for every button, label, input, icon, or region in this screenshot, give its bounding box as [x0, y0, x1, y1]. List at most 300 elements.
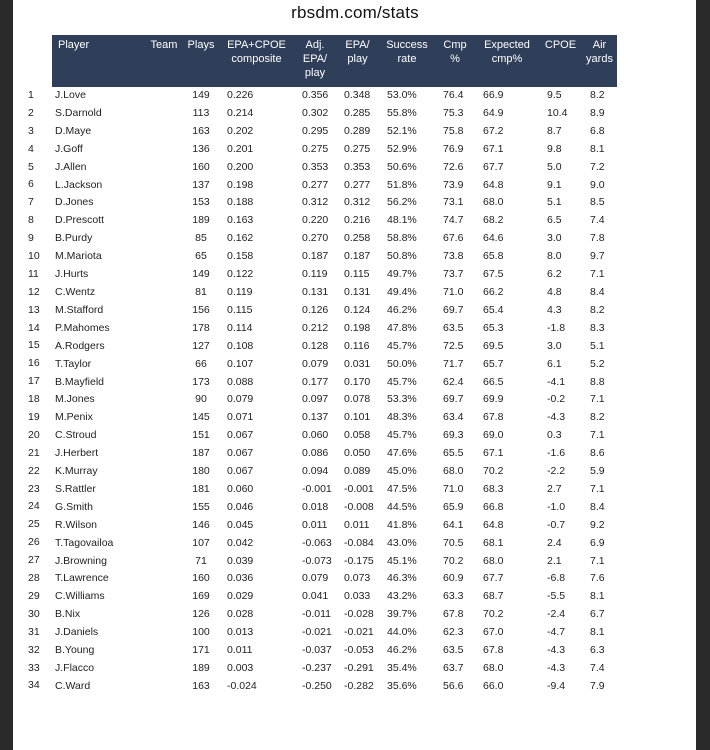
plays-cell: 163 [192, 124, 210, 137]
table-row[interactable] [52, 391, 617, 409]
cpoe-cell: -5.5 [547, 590, 566, 603]
success-rate-cell: 47.5% [387, 482, 417, 495]
team-cell [145, 266, 183, 284]
rank-number: 7 [28, 196, 34, 209]
rank-number: 9 [28, 232, 34, 245]
epa-play-cell: 0.348 [344, 89, 371, 101]
player-cell: J.Browning [55, 554, 107, 567]
team-cell [145, 141, 183, 159]
col-header-expected-cmp[interactable]: Expected cmp% [475, 35, 539, 87]
team-cell [145, 87, 183, 105]
cpoe-cell: -4.7 [547, 626, 566, 639]
epa-cpoe-cell: 0.036 [227, 572, 254, 585]
table-row[interactable] [52, 570, 617, 588]
table-header-row [52, 35, 617, 87]
plays-cell: 169 [192, 590, 210, 603]
team-cell [145, 123, 183, 141]
col-header-cpoe[interactable]: CPOE [539, 35, 582, 87]
cpoe-cell: -6.8 [547, 572, 566, 585]
epa-cpoe-cell: 0.122 [227, 268, 254, 281]
rank-number: 22 [28, 464, 40, 477]
player-cell: J.Flacco [55, 662, 95, 674]
rank-number: 29 [28, 589, 40, 602]
rank-number: 1 [28, 89, 34, 101]
expected-cmp-cell: 66.5 [483, 375, 504, 388]
table-row[interactable] [52, 445, 617, 463]
air-yards-cell: 7.9 [590, 679, 605, 692]
plays-cell: 160 [192, 160, 210, 173]
table-row[interactable] [52, 159, 617, 177]
cpoe-cell: 8.0 [547, 250, 562, 263]
air-yards-cell: 8.4 [590, 500, 605, 513]
plays-cell: 149 [192, 89, 210, 101]
adj-epa-cell: -0.250 [302, 679, 332, 692]
rank-number: 8 [28, 214, 34, 227]
plays-cell: 160 [192, 572, 210, 585]
col-header-air-yards[interactable]: Air yards [582, 35, 617, 87]
team-cell [145, 374, 183, 392]
plays-cell: 149 [192, 268, 210, 281]
table-row[interactable] [52, 427, 617, 445]
epa-cpoe-cell: 0.046 [227, 500, 254, 513]
plays-cell: 90 [195, 393, 207, 406]
air-yards-cell: 5.1 [590, 339, 605, 352]
expected-cmp-cell: 65.4 [483, 303, 504, 316]
adj-epa-cell: 0.041 [302, 590, 329, 603]
adj-epa-cell: 0.060 [302, 429, 329, 442]
adj-epa-cell: 0.295 [302, 124, 329, 137]
expected-cmp-cell: 64.6 [483, 232, 504, 245]
player-cell: J.Herbert [55, 447, 99, 460]
epa-play-cell: 0.258 [344, 232, 371, 245]
success-rate-cell: 35.6% [387, 679, 417, 692]
adj-epa-cell: 0.187 [302, 250, 329, 263]
player-cell: M.Jones [55, 393, 95, 406]
cpoe-cell: 2.7 [547, 482, 562, 495]
col-header-team[interactable]: Team [145, 35, 183, 87]
adj-epa-cell: 0.353 [302, 160, 329, 173]
table-row[interactable] [52, 678, 617, 696]
epa-cpoe-cell: 0.115 [227, 303, 253, 316]
adj-epa-cell: 0.094 [302, 465, 329, 478]
cpoe-cell: -4.3 [547, 662, 566, 674]
cmp-cell: 62.4 [443, 375, 464, 388]
plays-cell: 136 [192, 142, 210, 155]
plays-cell: 85 [195, 232, 207, 245]
cpoe-cell: -1.8 [547, 321, 566, 334]
epa-play-cell: 0.078 [344, 393, 371, 406]
table-row[interactable] [52, 123, 617, 141]
air-yards-cell: 6.7 [590, 608, 605, 621]
adj-epa-cell: -0.237 [302, 662, 332, 674]
success-rate-cell: 48.1% [387, 214, 417, 227]
epa-cpoe-cell: 0.003 [227, 662, 254, 674]
rank-number: 27 [28, 554, 40, 567]
cmp-cell: 70.5 [443, 536, 464, 549]
cpoe-cell: -4.3 [547, 644, 566, 657]
epa-play-cell: 0.275 [344, 142, 371, 155]
adj-epa-cell: -0.021 [302, 626, 332, 639]
cmp-cell: 72.5 [443, 339, 464, 352]
plays-cell: 187 [192, 447, 210, 460]
epa-cpoe-cell: 0.011 [227, 644, 253, 657]
cmp-cell: 75.8 [443, 124, 464, 137]
table-row[interactable] [52, 499, 617, 517]
rank-number: 3 [28, 124, 34, 137]
cmp-cell: 73.1 [443, 196, 464, 209]
adj-epa-cell: 0.220 [302, 214, 329, 227]
expected-cmp-cell: 67.1 [483, 142, 504, 155]
cpoe-cell: 6.1 [547, 357, 562, 370]
cpoe-cell: -2.4 [547, 608, 566, 621]
expected-cmp-cell: 68.1 [483, 536, 504, 549]
cmp-cell: 63.3 [443, 590, 464, 603]
air-yards-cell: 8.2 [590, 89, 605, 101]
air-yards-cell: 8.1 [590, 142, 605, 155]
adj-epa-cell: 0.097 [302, 393, 329, 406]
left-frame-border [0, 0, 13, 750]
player-cell: T.Taylor [55, 357, 92, 370]
team-cell [145, 535, 183, 553]
expected-cmp-cell: 70.2 [483, 608, 504, 621]
rank-number: 12 [28, 285, 40, 298]
epa-play-cell: 0.198 [344, 321, 371, 334]
team-cell [145, 642, 183, 660]
team-cell [145, 212, 183, 230]
success-rate-cell: 47.8% [387, 321, 417, 334]
table-row[interactable] [52, 338, 617, 356]
rank-number: 26 [28, 536, 40, 549]
epa-cpoe-cell: 0.067 [227, 447, 254, 460]
air-yards-cell: 7.1 [590, 268, 605, 281]
rank-number: 21 [28, 446, 40, 459]
table-row[interactable] [52, 535, 617, 553]
player-cell: D.Jones [55, 196, 94, 209]
epa-play-cell: -0.021 [344, 626, 374, 639]
rank-number: 17 [28, 375, 40, 388]
player-cell: B.Mayfield [55, 375, 105, 388]
rank-number: 10 [28, 250, 40, 263]
air-yards-cell: 8.3 [590, 321, 605, 334]
epa-cpoe-cell: 0.107 [227, 357, 254, 370]
plays-cell: 127 [192, 339, 210, 352]
player-cell: L.Jackson [55, 178, 103, 191]
expected-cmp-cell: 68.2 [483, 214, 504, 227]
success-rate-cell: 55.8% [387, 106, 417, 119]
team-cell [145, 159, 183, 177]
success-rate-cell: 49.7% [387, 268, 417, 281]
table-row[interactable] [52, 642, 617, 660]
table-row[interactable] [52, 212, 617, 230]
success-rate-cell: 52.1% [387, 124, 417, 137]
table-row[interactable] [52, 409, 617, 427]
epa-play-cell: 0.285 [344, 106, 371, 119]
cmp-cell: 56.6 [443, 679, 464, 692]
air-yards-cell: 8.2 [590, 411, 605, 424]
plays-cell: 181 [192, 482, 210, 495]
cmp-cell: 71.0 [443, 482, 464, 495]
rank-number: 15 [28, 339, 40, 352]
team-cell [145, 302, 183, 320]
plays-cell: 163 [192, 679, 210, 692]
adj-epa-cell: 0.302 [302, 106, 329, 119]
success-rate-cell: 45.1% [387, 554, 417, 567]
success-rate-cell: 53.3% [387, 393, 417, 406]
plays-cell: 153 [192, 196, 210, 209]
adj-epa-cell: -0.063 [302, 536, 332, 549]
expected-cmp-cell: 70.2 [483, 465, 504, 478]
success-rate-cell: 50.0% [387, 357, 417, 370]
cpoe-cell: 6.5 [547, 214, 562, 227]
epa-play-cell: 0.116 [344, 339, 370, 352]
table-row[interactable] [52, 284, 617, 302]
air-yards-cell: 8.1 [590, 626, 605, 639]
expected-cmp-cell: 68.0 [483, 554, 504, 567]
epa-play-cell: 0.289 [344, 124, 371, 137]
table-row[interactable] [52, 105, 617, 123]
cmp-cell: 71.0 [443, 285, 464, 298]
epa-cpoe-cell: 0.067 [227, 465, 254, 478]
player-cell: C.Ward [55, 679, 91, 692]
player-cell: M.Mariota [55, 250, 102, 263]
air-yards-cell: 9.0 [590, 178, 605, 191]
rank-number: 24 [28, 500, 40, 513]
table-row[interactable] [52, 606, 617, 624]
expected-cmp-cell: 66.9 [483, 89, 504, 101]
team-cell [145, 194, 183, 212]
rank-number: 34 [28, 679, 40, 692]
col-header-epa-play[interactable]: EPA/ play [336, 35, 379, 87]
cmp-cell: 69.7 [443, 303, 464, 316]
table-row[interactable] [52, 481, 617, 499]
epa-cpoe-cell: 0.198 [227, 178, 254, 191]
epa-play-cell: -0.084 [344, 536, 374, 549]
rank-number: 13 [28, 303, 40, 316]
air-yards-cell: 9.2 [590, 518, 605, 531]
epa-play-cell: -0.001 [344, 482, 374, 495]
adj-epa-cell: 0.128 [302, 339, 329, 352]
team-cell [145, 320, 183, 338]
adj-epa-cell: 0.018 [302, 500, 329, 513]
air-yards-cell: 9.7 [590, 250, 605, 263]
table-row[interactable] [52, 320, 617, 338]
epa-cpoe-cell: 0.060 [227, 482, 254, 495]
success-rate-cell: 47.6% [387, 447, 417, 460]
team-cell [145, 391, 183, 409]
player-cell: M.Stafford [55, 303, 104, 316]
epa-play-cell: 0.089 [344, 465, 371, 478]
expected-cmp-cell: 67.7 [483, 160, 504, 173]
epa-play-cell: 0.312 [344, 196, 371, 209]
air-yards-cell: 6.9 [590, 536, 605, 549]
col-header-success-rate[interactable]: Success rate [379, 35, 435, 87]
air-yards-cell: 7.1 [590, 429, 605, 442]
epa-play-cell: 0.124 [344, 303, 371, 316]
player-cell: S.Darnold [55, 106, 102, 119]
rank-number: 5 [28, 160, 34, 173]
plays-cell: 66 [195, 357, 207, 370]
team-cell [145, 338, 183, 356]
plays-cell: 81 [195, 285, 207, 298]
adj-epa-cell: 0.079 [302, 572, 329, 585]
adj-epa-cell: 0.119 [302, 268, 328, 281]
player-cell: J.Hurts [55, 268, 89, 281]
plays-cell: 71 [195, 554, 207, 567]
epa-play-cell: 0.277 [344, 178, 371, 191]
plays-cell: 180 [192, 465, 210, 478]
epa-cpoe-cell: 0.188 [227, 196, 254, 209]
epa-cpoe-cell: 0.028 [227, 608, 254, 621]
plays-cell: 156 [192, 303, 210, 316]
epa-cpoe-cell: 0.042 [227, 536, 254, 549]
rank-number: 16 [28, 357, 40, 370]
cpoe-cell: -1.6 [547, 447, 566, 460]
player-cell: P.Mahomes [55, 321, 110, 334]
adj-epa-cell: 0.356 [302, 89, 329, 101]
epa-play-cell: 0.031 [344, 357, 371, 370]
team-cell [145, 177, 183, 195]
table-row[interactable] [52, 248, 617, 266]
cmp-cell: 63.7 [443, 662, 464, 674]
epa-play-cell: -0.282 [344, 679, 374, 692]
air-yards-cell: 6.8 [590, 124, 605, 137]
cmp-cell: 65.5 [443, 447, 464, 460]
plays-cell: 146 [192, 518, 210, 531]
air-yards-cell: 7.4 [590, 662, 605, 674]
adj-epa-cell: 0.177 [302, 375, 329, 388]
team-cell [145, 230, 183, 248]
cpoe-cell: 0.3 [547, 429, 562, 442]
air-yards-cell: 7.8 [590, 232, 605, 245]
table-row[interactable] [52, 194, 617, 212]
air-yards-cell: 8.2 [590, 303, 605, 316]
cpoe-cell: 3.0 [547, 232, 562, 245]
success-rate-cell: 46.2% [387, 644, 417, 657]
success-rate-cell: 56.2% [387, 196, 417, 209]
cmp-cell: 73.9 [443, 178, 464, 191]
success-rate-cell: 52.9% [387, 142, 417, 155]
air-yards-cell: 6.3 [590, 644, 605, 657]
cpoe-cell: 4.8 [547, 285, 562, 298]
air-yards-cell: 5.9 [590, 465, 605, 478]
col-header-cmp[interactable]: Cmp % [435, 35, 475, 87]
adj-epa-cell: 0.131 [302, 285, 329, 298]
adj-epa-cell: -0.001 [302, 482, 332, 495]
epa-cpoe-cell: 0.108 [227, 339, 254, 352]
site-title: rbsdm.com/stats [291, 3, 419, 22]
epa-cpoe-cell: 0.119 [227, 285, 253, 298]
epa-play-cell: 0.033 [344, 590, 371, 603]
table-row[interactable] [52, 230, 617, 248]
player-cell: C.Wentz [55, 285, 96, 298]
table-row[interactable] [52, 517, 617, 535]
table-row[interactable] [52, 266, 617, 284]
cpoe-cell: -4.1 [547, 375, 566, 388]
epa-play-cell: 0.101 [344, 411, 371, 424]
adj-epa-cell: -0.011 [302, 608, 331, 621]
player-cell: D.Prescott [55, 214, 105, 227]
team-cell [145, 284, 183, 302]
epa-play-cell: 0.058 [344, 429, 371, 442]
table-row[interactable] [52, 87, 617, 105]
air-yards-cell: 8.5 [590, 196, 605, 209]
table-row[interactable] [52, 553, 617, 571]
rank-number: 20 [28, 428, 40, 441]
epa-play-cell: -0.175 [344, 554, 374, 567]
rank-number: 30 [28, 607, 40, 620]
table-row[interactable] [52, 588, 617, 606]
epa-cpoe-cell: 0.201 [227, 142, 254, 155]
team-cell [145, 105, 183, 123]
rank-number: 23 [28, 482, 40, 495]
expected-cmp-cell: 67.0 [483, 626, 504, 639]
success-rate-cell: 45.0% [387, 465, 417, 478]
player-cell: R.Wilson [55, 518, 98, 531]
epa-cpoe-cell: 0.200 [227, 160, 254, 173]
rank-number: 32 [28, 643, 40, 656]
table-row[interactable] [52, 141, 617, 159]
expected-cmp-cell: 65.8 [483, 250, 504, 263]
cpoe-cell: 4.3 [547, 303, 562, 316]
epa-cpoe-cell: 0.067 [227, 429, 254, 442]
table-row[interactable] [52, 374, 617, 392]
team-cell [145, 678, 183, 696]
col-header-epa-cpoe[interactable]: EPA+CPOE composite [219, 35, 294, 87]
success-rate-cell: 35.4% [387, 662, 417, 674]
player-cell: J.Goff [55, 142, 83, 155]
table-row[interactable] [52, 177, 617, 195]
rank-number: 19 [28, 411, 40, 424]
expected-cmp-cell: 65.3 [483, 321, 504, 334]
table-row[interactable] [52, 356, 617, 374]
epa-play-cell: 0.011 [344, 518, 370, 531]
cpoe-cell: 9.5 [547, 89, 562, 101]
team-cell [145, 570, 183, 588]
epa-cpoe-cell: 0.045 [227, 518, 254, 531]
plays-cell: 189 [192, 662, 210, 674]
col-header-plays[interactable]: Plays [183, 35, 219, 87]
adj-epa-cell: 0.270 [302, 232, 329, 245]
plays-cell: 113 [192, 106, 210, 119]
team-cell [145, 445, 183, 463]
success-rate-cell: 50.8% [387, 250, 417, 263]
rank-number: 31 [28, 625, 40, 638]
col-header-adj-epa[interactable]: Adj. EPA/ play [294, 35, 336, 87]
rank-number: 11 [28, 267, 39, 280]
player-cell: B.Nix [55, 608, 81, 621]
success-rate-cell: 53.0% [387, 89, 417, 101]
plays-cell: 151 [192, 429, 210, 442]
cpoe-cell: 3.0 [547, 339, 562, 352]
epa-cpoe-cell: 0.029 [227, 590, 254, 603]
expected-cmp-cell: 69.0 [483, 429, 504, 442]
table-row[interactable] [52, 302, 617, 320]
cmp-cell: 76.9 [443, 142, 464, 155]
epa-cpoe-cell: 0.163 [227, 214, 254, 227]
adj-epa-cell: 0.275 [302, 142, 329, 155]
expected-cmp-cell: 65.7 [483, 357, 504, 370]
table-row[interactable] [52, 660, 617, 678]
cpoe-cell: 6.2 [547, 268, 562, 281]
cmp-cell: 64.1 [443, 518, 464, 531]
table-row[interactable] [52, 463, 617, 481]
expected-cmp-cell: 66.8 [483, 500, 504, 513]
cpoe-cell: -0.2 [547, 393, 566, 406]
success-rate-cell: 46.3% [387, 572, 417, 585]
table-row[interactable] [52, 624, 617, 642]
col-header-player[interactable]: Player [52, 35, 145, 87]
cpoe-cell: -4.3 [547, 411, 566, 424]
